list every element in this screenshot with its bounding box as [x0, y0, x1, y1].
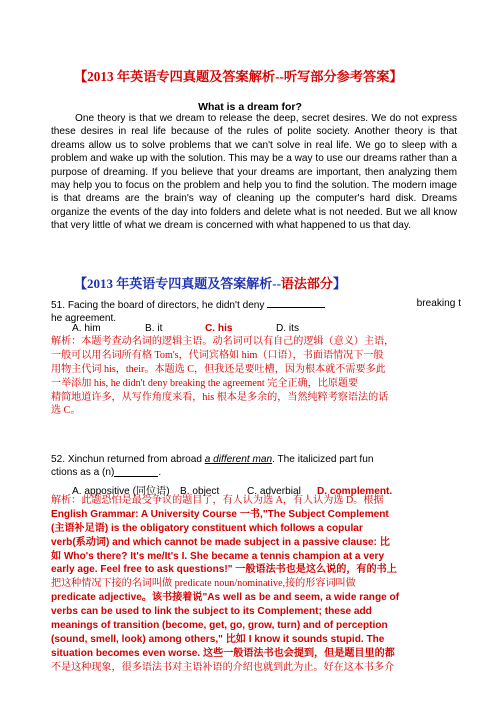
q51-analysis-line: 解析：本题考查动名词的逻辑主语。动名词可以有自己的逻辑（意义）主语， [51, 336, 395, 347]
q51-stem-part2: breaking t [416, 298, 461, 309]
q52-analysis-line: 把这种情况下接的名词叫做 predicate noun/nominative,接的形容词叫做 [51, 578, 356, 590]
q51-stem-part1: 51. Facing the board of directors, he didn't deny [51, 300, 268, 311]
question-51-analysis [51, 335, 461, 418]
q51-option-a: A. him [72, 323, 101, 334]
q52-analysis-line: predicate adjective。该书接着说"As well as be and seem, a wide range of [51, 592, 400, 604]
q52-option-a: A. appositive (同位语) [72, 486, 170, 497]
grammar-section-heading [74, 273, 474, 292]
q51-analysis-line: 精简地道许多，从写作角度来看，his 根本是多余的，当然纯粹考察语法的话 [51, 391, 389, 403]
q52-analysis-line: meanings of transition (become, get, go, grow, turn) and of perception [51, 620, 388, 632]
q52-stem-line2: ctions as a (n) [51, 467, 115, 479]
q52-stem-part1: 52. Xinchun returned from abroad [51, 454, 205, 465]
q52-italicized-part: a different man [204, 454, 273, 465]
q52-option-b: B. object [180, 486, 220, 497]
dictation-title: What is a dream for? [198, 101, 302, 113]
dictation-section-heading: 【2013 年英语专四真题及答案解析--听写部分参考答案】 [74, 69, 403, 84]
q51-analysis-line: 用物主代词 his，their。本题选 C，但我还是要吐槽，因为根本就不需要多此 [51, 363, 386, 375]
q52-analysis-line: early age. Feel free to ask questions!" 一般语法书也是这么说的，有的书上 [51, 564, 397, 576]
dictation-paragraph: One theory is that we dream to release the deep, secret desires. We do not express these desires in real life because of the rules of polite society. Another theory is that dreams allow us to solve problems that we can't solve in real life. We go to sleep with a problem and wake up with the solution. This may be a way to use our dreams rather than a purpose of dreaming. If you believe that your dreams are important, then analyzing them may help you to focus on the problem and help you to find the solution. The modern image is that dreams are the brain's way of cleaning up the computer's hard disk. Dreams organize the events of the day into folders and delete what is not needed. But we all know that very little of what we dream is concerned with what happened to us that day. [51, 113, 457, 232]
grammar-heading-highlight: 语法部分 [280, 276, 333, 291]
q51-option-c: C. his [205, 323, 233, 334]
q51-stem-line2: he agreement. [51, 313, 117, 325]
q52-analysis-line: verb(系动词) and which cannot be made subject in a passive clause: 比 [51, 536, 390, 548]
grammar-heading-suffix: 】 [332, 276, 346, 291]
q51-analysis-line: 选 C。 [51, 405, 81, 417]
q52-option-c: C. adverbial [247, 486, 301, 497]
q52-analysis-line: verbs can be used to link the subject to its Complement; these add [51, 606, 372, 618]
question-52-stem [51, 453, 461, 480]
dictation-text [51, 112, 457, 233]
q52-stem-part2: . The italicized part fun [272, 454, 374, 465]
question-51-options [72, 323, 299, 334]
q52-analysis-line: (sound, smell, look) among others," 比如 I know it sounds stupid. The [51, 633, 385, 645]
q52-analysis-line: (主语补足语) is the obligatory constituent which follows a copular [51, 522, 363, 534]
q51-analysis-line: 一般可以用名词所有格 Tom's，代词宾格如 him（口语），书面语情况下一般 [51, 349, 384, 361]
q52-analysis-line: 解析：此题恐怕是最受争议的题目了，有人认为选 A，有人认为选 D。根据 [51, 495, 384, 506]
grammar-heading-prefix: 【2013 年英语专四真题及答案解析-- [74, 276, 281, 291]
q52-analysis-line: 不是这种现象，很多语法书对主语补语的介绍也就到此为止。好在这本书多介 [51, 661, 395, 673]
q51-option-d: D. its [276, 323, 299, 334]
q51-analysis-line: 一举添加 his, he didn't deny breaking the agreement 完全正确，比原题要 [51, 377, 359, 389]
question-51-stem [51, 297, 461, 326]
q52-analysis-line: English Grammar: A University Course 一书,"The Subject Complement [51, 508, 389, 520]
q52-analysis-line: situation becomes even worse. 这些一般语法书也会提到，但是题目里的都 [51, 647, 395, 659]
q52-analysis-line: 如 Who's there? It's me/It's I. She became a tennis champion at a very [51, 550, 385, 562]
q52-blank [114, 466, 158, 477]
q52-stem-line2-end: . [158, 467, 162, 479]
question-52-analysis [51, 494, 461, 675]
q51-blank [267, 297, 325, 308]
q51-option-b: B. it [145, 323, 163, 334]
q52-option-d: D. complement. [317, 486, 393, 497]
